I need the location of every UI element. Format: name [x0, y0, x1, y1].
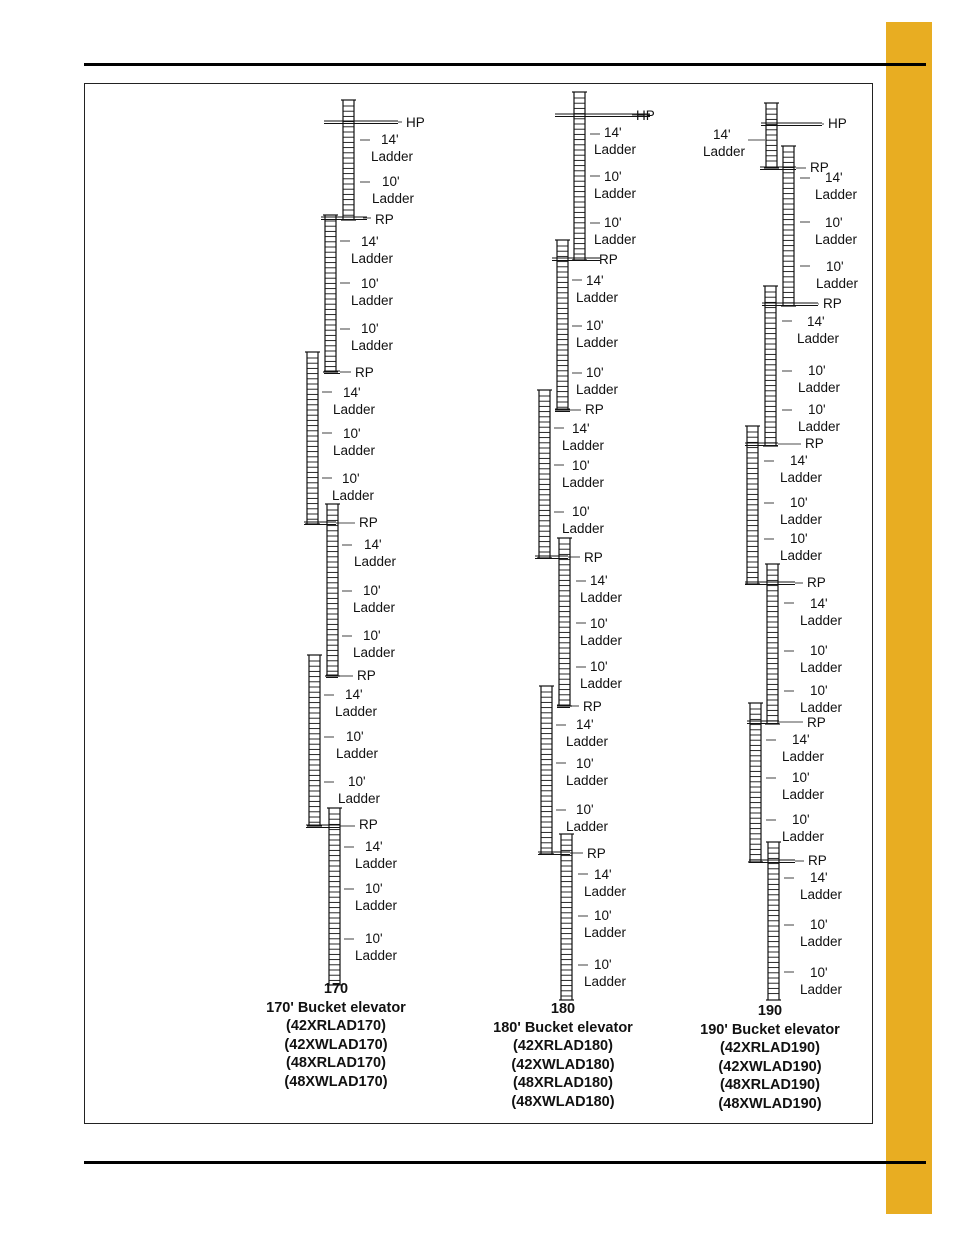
rp-label: RP [359, 817, 378, 832]
rp-label: RP [808, 853, 827, 868]
ladder-word-label: Ladder [566, 773, 609, 788]
ladder-size-label: 10' [343, 426, 361, 441]
ladder-word-label: Ladder [351, 293, 394, 308]
elevator-title: 170' Bucket elevator [266, 999, 406, 1016]
ladder-word-label: Ladder [576, 382, 619, 397]
ladder-size-label: 10' [590, 616, 608, 631]
ladder-size-label: 14' [345, 687, 363, 702]
elevator-number: 190 [757, 1003, 783, 1019]
rp-label: RP [355, 365, 374, 380]
ladder-size-label: 10' [348, 774, 366, 789]
rp-label: RP [599, 252, 618, 267]
ladder-size-label: 10' [826, 259, 844, 274]
ladder-word-label: Ladder [355, 948, 398, 963]
ladder-size-label: 14' [572, 421, 590, 436]
model-code: (42XWLAD190) [718, 1058, 822, 1075]
rp-label: RP [359, 515, 378, 530]
ladder-size-label: 10' [810, 965, 828, 980]
model-code: (48XWLAD180) [511, 1093, 615, 1110]
elevator-title: 190' Bucket elevator [700, 1021, 840, 1038]
ladder-word-label: Ladder [335, 704, 378, 719]
ladder-word-label: Ladder [782, 749, 825, 764]
hp-label: HP [406, 115, 425, 130]
ladder-size-label: 10' [790, 531, 808, 546]
ladder-word-label: Ladder [584, 974, 627, 989]
ladder-word-label: Ladder [703, 144, 746, 159]
ladder-word-label: Ladder [338, 791, 381, 806]
ladder-word-label: Ladder [332, 488, 375, 503]
model-code: (48XWLAD190) [718, 1095, 822, 1112]
ladder-word-label: Ladder [800, 982, 843, 997]
ladder-size-label: 14' [590, 573, 608, 588]
ladder-size-label: 14' [713, 127, 731, 142]
ladder-size-label: 10' [361, 276, 379, 291]
ladder-word-label: Ladder [798, 380, 841, 395]
ladder-word-label: Ladder [353, 645, 396, 660]
ladder-size-label: 10' [363, 583, 381, 598]
hp-label: HP [636, 108, 655, 123]
ladder-size-label: 10' [586, 365, 604, 380]
ladder-word-label: Ladder [594, 232, 637, 247]
ladder-size-label: 10' [576, 802, 594, 817]
elevator-title: 180' Bucket elevator [493, 1019, 633, 1036]
ladder-word-label: Ladder [355, 856, 398, 871]
ladder-word-label: Ladder [333, 443, 376, 458]
rp-label: RP [375, 212, 394, 227]
ladder-word-label: Ladder [800, 613, 843, 628]
model-code: (42XWLAD170) [284, 1036, 388, 1053]
ladder-size-label: 10' [361, 321, 379, 336]
ladder-size-label: 14' [810, 596, 828, 611]
ladder-word-label: Ladder [797, 331, 840, 346]
ladder-word-label: Ladder [800, 887, 843, 902]
elevator-number: 180 [550, 1001, 576, 1017]
ladder-size-label: 10' [594, 957, 612, 972]
rp-label: RP [807, 715, 826, 730]
ladder-word-label: Ladder [562, 438, 605, 453]
model-code: (48XWLAD170) [284, 1073, 388, 1090]
rp-label: RP [585, 402, 604, 417]
model-code: (42XRLAD170) [286, 1018, 386, 1035]
ladder-word-label: Ladder [594, 186, 637, 201]
model-code: (48XRLAD190) [720, 1077, 820, 1094]
model-code: (42XRLAD190) [720, 1040, 820, 1057]
rp-label: RP [357, 668, 376, 683]
ladder-word-label: Ladder [584, 925, 627, 940]
ladder-word-label: Ladder [566, 734, 609, 749]
ladder-size-label: 10' [363, 628, 381, 643]
ladder-size-label: 14' [790, 453, 808, 468]
ladder-size-label: 10' [604, 215, 622, 230]
rp-label: RP [584, 550, 603, 565]
ladder-size-label: 14' [361, 234, 379, 249]
ladder-size-label: 10' [342, 471, 360, 486]
ladder-word-label: Ladder [780, 548, 823, 563]
ladder-size-label: 10' [382, 174, 400, 189]
ladder-size-label: 14' [810, 870, 828, 885]
ladder-word-label: Ladder [355, 898, 398, 913]
ladder-size-label: 14' [576, 717, 594, 732]
ladder-size-label: 10' [590, 659, 608, 674]
ladder-size-label: 14' [381, 132, 399, 147]
ladder-word-label: Ladder [354, 554, 397, 569]
model-code: (42XRLAD180) [513, 1038, 613, 1055]
ladder-size-label: 10' [792, 770, 810, 785]
ladder-size-label: 10' [808, 402, 826, 417]
ladder-word-label: Ladder [800, 934, 843, 949]
ladder-word-label: Ladder [594, 142, 637, 157]
ladder-size-label: 10' [346, 729, 364, 744]
rp-label: RP [810, 160, 829, 175]
ladder-size-label: 10' [572, 458, 590, 473]
ladder-size-label: 10' [365, 881, 383, 896]
ladder-word-label: Ladder [780, 512, 823, 527]
ladder-size-label: 10' [810, 917, 828, 932]
rp-label: RP [823, 296, 842, 311]
hp-label: HP [828, 116, 847, 131]
ladder-word-label: Ladder [580, 676, 623, 691]
ladder-word-label: Ladder [816, 276, 859, 291]
ladder-size-label: 14' [364, 537, 382, 552]
ladder-word-label: Ladder [782, 829, 825, 844]
ladder-size-label: 10' [810, 683, 828, 698]
ladder-word-label: Ladder [562, 475, 605, 490]
ladder-word-label: Ladder [815, 232, 858, 247]
ladder-word-label: Ladder [576, 290, 619, 305]
ladder-word-label: Ladder [584, 884, 627, 899]
ladder-size-label: 14' [807, 314, 825, 329]
ladder-word-label: Ladder [576, 335, 619, 350]
caption-180 [463, 1000, 663, 1112]
ladder-size-label: 14' [586, 273, 604, 288]
ladder-word-label: Ladder [800, 660, 843, 675]
elevator-number: 170 [323, 981, 349, 997]
ladder-word-label: Ladder [782, 787, 825, 802]
ladder-size-label: 14' [594, 867, 612, 882]
ladder-size-label: 14' [825, 170, 843, 185]
ladder-size-label: 14' [365, 839, 383, 854]
caption-170 [236, 980, 436, 1092]
ladder-word-label: Ladder [333, 402, 376, 417]
ladder-word-label: Ladder [353, 600, 396, 615]
ladder-size-label: 14' [343, 385, 361, 400]
rp-label: RP [587, 846, 606, 861]
ladder-size-label: 10' [365, 931, 383, 946]
ladder-size-label: 14' [604, 125, 622, 140]
ladder-word-label: Ladder [780, 470, 823, 485]
ladder-size-label: 10' [792, 812, 810, 827]
ladder-word-label: Ladder [351, 251, 394, 266]
ladder-size-label: 10' [808, 363, 826, 378]
caption-190 [670, 1002, 870, 1114]
ladder-word-label: Ladder [566, 819, 609, 834]
ladder-size-label: 10' [825, 215, 843, 230]
ladder-word-label: Ladder [580, 590, 623, 605]
ladder-word-label: Ladder [372, 191, 415, 206]
ladder-size-label: 10' [810, 643, 828, 658]
ladder-word-label: Ladder [351, 338, 394, 353]
ladder-word-label: Ladder [815, 187, 858, 202]
model-code: (42XWLAD180) [511, 1056, 615, 1073]
ladder-word-label: Ladder [562, 521, 605, 536]
ladder-size-label: 10' [576, 756, 594, 771]
ladder-word-label: Ladder [336, 746, 379, 761]
model-code: (48XRLAD180) [513, 1075, 613, 1092]
ladder-word-label: Ladder [800, 700, 843, 715]
rp-label: RP [805, 436, 824, 451]
ladder-size-label: 10' [790, 495, 808, 510]
ladder-size-label: 10' [586, 318, 604, 333]
ladder-size-label: 10' [604, 169, 622, 184]
ladder-word-label: Ladder [580, 633, 623, 648]
ladder-size-label: 10' [572, 504, 590, 519]
ladder-word-label: Ladder [371, 149, 414, 164]
model-code: (48XRLAD170) [286, 1055, 386, 1072]
rp-label: RP [583, 699, 602, 714]
ladder-size-label: 10' [594, 908, 612, 923]
ladder-word-label: Ladder [798, 419, 841, 434]
rp-label: RP [807, 575, 826, 590]
ladder-size-label: 14' [792, 732, 810, 747]
